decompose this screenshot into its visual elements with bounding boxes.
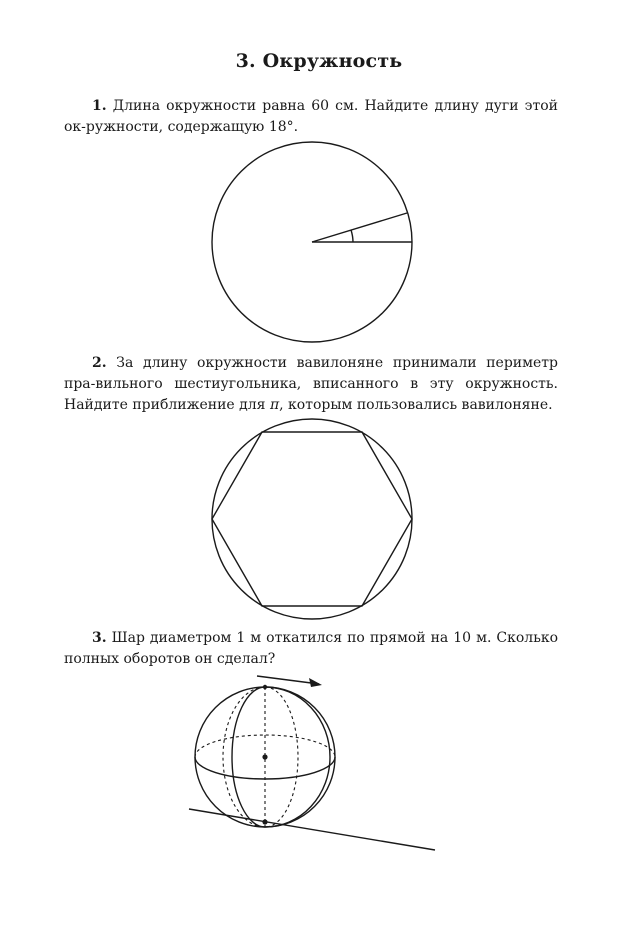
- figure-circle-angle: [210, 155, 414, 359]
- top-point: [263, 685, 267, 689]
- angle-arc: [351, 230, 353, 242]
- pi-symbol: π: [269, 397, 280, 413]
- problem-2-text-before: За длину окружности вавилоняне принимали периметр пра-вильного шестиугольника, вписанного в эту окружность. Найдите приближение для: [64, 355, 559, 413]
- problem-1: [64, 96, 558, 138]
- problem-3-number: 3.: [92, 630, 107, 646]
- problem-2: [64, 353, 558, 416]
- problem-1-number: 1.: [92, 98, 107, 114]
- center-point: [262, 754, 267, 759]
- radius-angled: [312, 213, 407, 242]
- tilted-circle-back: [223, 687, 265, 827]
- figure-sphere: [185, 670, 445, 860]
- problem-2-text-after: , которым пользовались вавилоняне.: [279, 397, 553, 413]
- motion-arrow-head: [309, 678, 322, 687]
- tilted-circle-front: [265, 687, 330, 827]
- problem-3: [64, 628, 558, 670]
- meridian-front: [232, 687, 265, 827]
- figure-hexagon: [210, 417, 414, 621]
- section-title: 3. Окружность: [235, 50, 403, 72]
- circumscribed-circle: [212, 419, 412, 619]
- meridian-back: [265, 687, 298, 827]
- problem-3-text: Шар диаметром 1 м откатился по прямой на 10 м. Сколько полных оборотов он сделал?: [64, 630, 558, 667]
- problem-2-number: 2.: [92, 355, 107, 371]
- problem-1-text: Длина окружности равна 60 см. Найдите длину дуги этой ок-ружности, содержащую 18°.: [64, 98, 559, 135]
- contact-point: [262, 819, 267, 824]
- inscribed-hexagon: [212, 432, 412, 606]
